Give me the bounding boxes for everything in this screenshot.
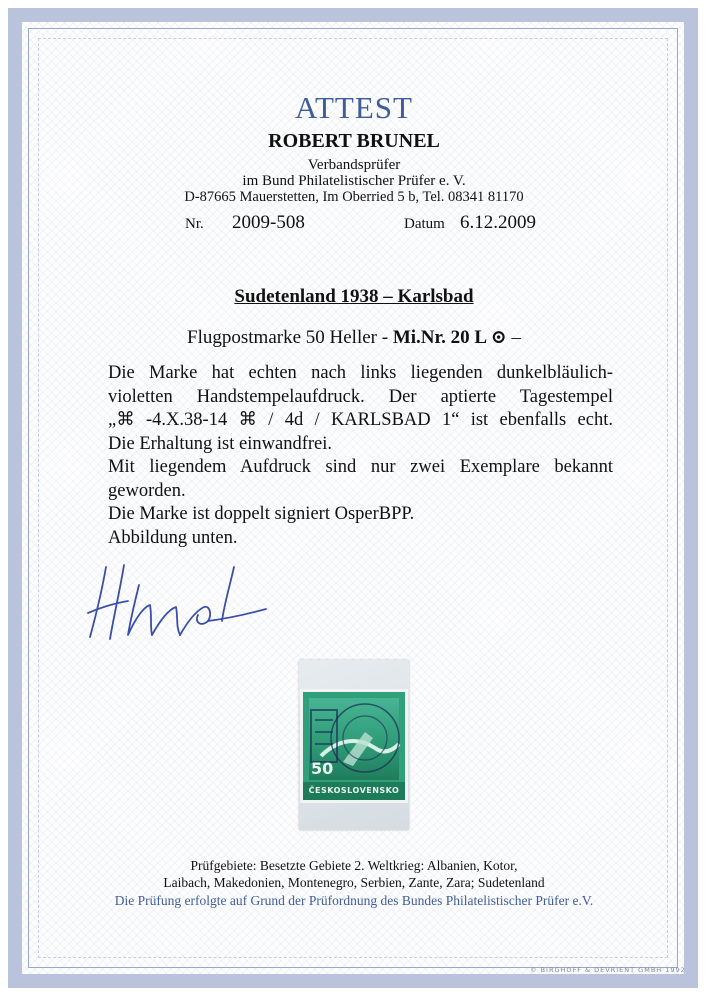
body-line: Die Erhaltung ist einwandfrei. bbox=[108, 433, 332, 454]
stamp-illustration bbox=[299, 660, 409, 830]
footer-line: Prüfgebiete: Besetzte Gebiete 2. Weltkrieg: Albanien, Kotor, bbox=[190, 858, 518, 873]
subject-heading: Sudetenland 1938 – Karlsbad bbox=[234, 286, 474, 307]
body-line: geworden. bbox=[108, 480, 186, 501]
handwritten-signature bbox=[84, 555, 274, 650]
body-line: „⌘ -4.X.38-14 ⌘ / 4d / KARLSBAD 1“ ist ebenfalls echt. bbox=[108, 410, 613, 430]
nr-label: Nr. bbox=[185, 216, 204, 232]
stamp-description-suffix: – bbox=[506, 327, 521, 348]
catalog-number: Mi.Nr. 20 L ⊙ bbox=[392, 327, 507, 348]
stamp-value: 50 bbox=[311, 759, 334, 778]
body-line: Die Marke ist doppelt signiert OsperBPP. bbox=[108, 504, 415, 524]
footer-line: Laibach, Makedonien, Montenegro, Serbien, Zante, Zara; Sudetenland bbox=[163, 875, 545, 890]
examiner-address: D-87665 Mauerstetten, Im Oberried 5 b, Tel. 08341 81170 bbox=[184, 189, 524, 205]
nr-value: 2009-508 bbox=[232, 212, 305, 233]
datum-label: Datum bbox=[404, 216, 445, 232]
body-line: Mit liegendem Aufdruck sind nur zwei Exemplare bekannt bbox=[108, 457, 613, 477]
examiner-association: im Bund Philatelistischer Prüfer e. V. bbox=[242, 173, 466, 189]
body-line: Die Marke hat echten nach links liegenden dunkelbläulich- bbox=[108, 363, 613, 383]
airmail-stamp bbox=[303, 692, 405, 800]
stamp-country-band: ČESKOSLOVENSKO bbox=[303, 782, 405, 800]
stamp-description bbox=[0, 326, 708, 349]
datum-value: 6.12.2009 bbox=[460, 212, 536, 233]
printer-mark: © BIRGHOFF & DEVRIENT GMBH 1992 bbox=[530, 966, 686, 974]
body-line: Abbildung unten. bbox=[108, 527, 238, 548]
certificate-title: ATTEST bbox=[295, 90, 413, 125]
examiner-name: ROBERT BRUNEL bbox=[268, 130, 440, 152]
footer-line: Die Prüfung erfolgte auf Grund der Prüfordnung des Bundes Philatelistischer Prüfer e.V. bbox=[114, 893, 594, 908]
body-line: violetten Handstempelaufdruck. Der aptierte Tagestempel bbox=[108, 386, 613, 407]
stamp-description-prefix: Flugpostmarke 50 Heller - bbox=[187, 327, 393, 348]
examiner-role: Verbandsprüfer bbox=[307, 157, 401, 173]
